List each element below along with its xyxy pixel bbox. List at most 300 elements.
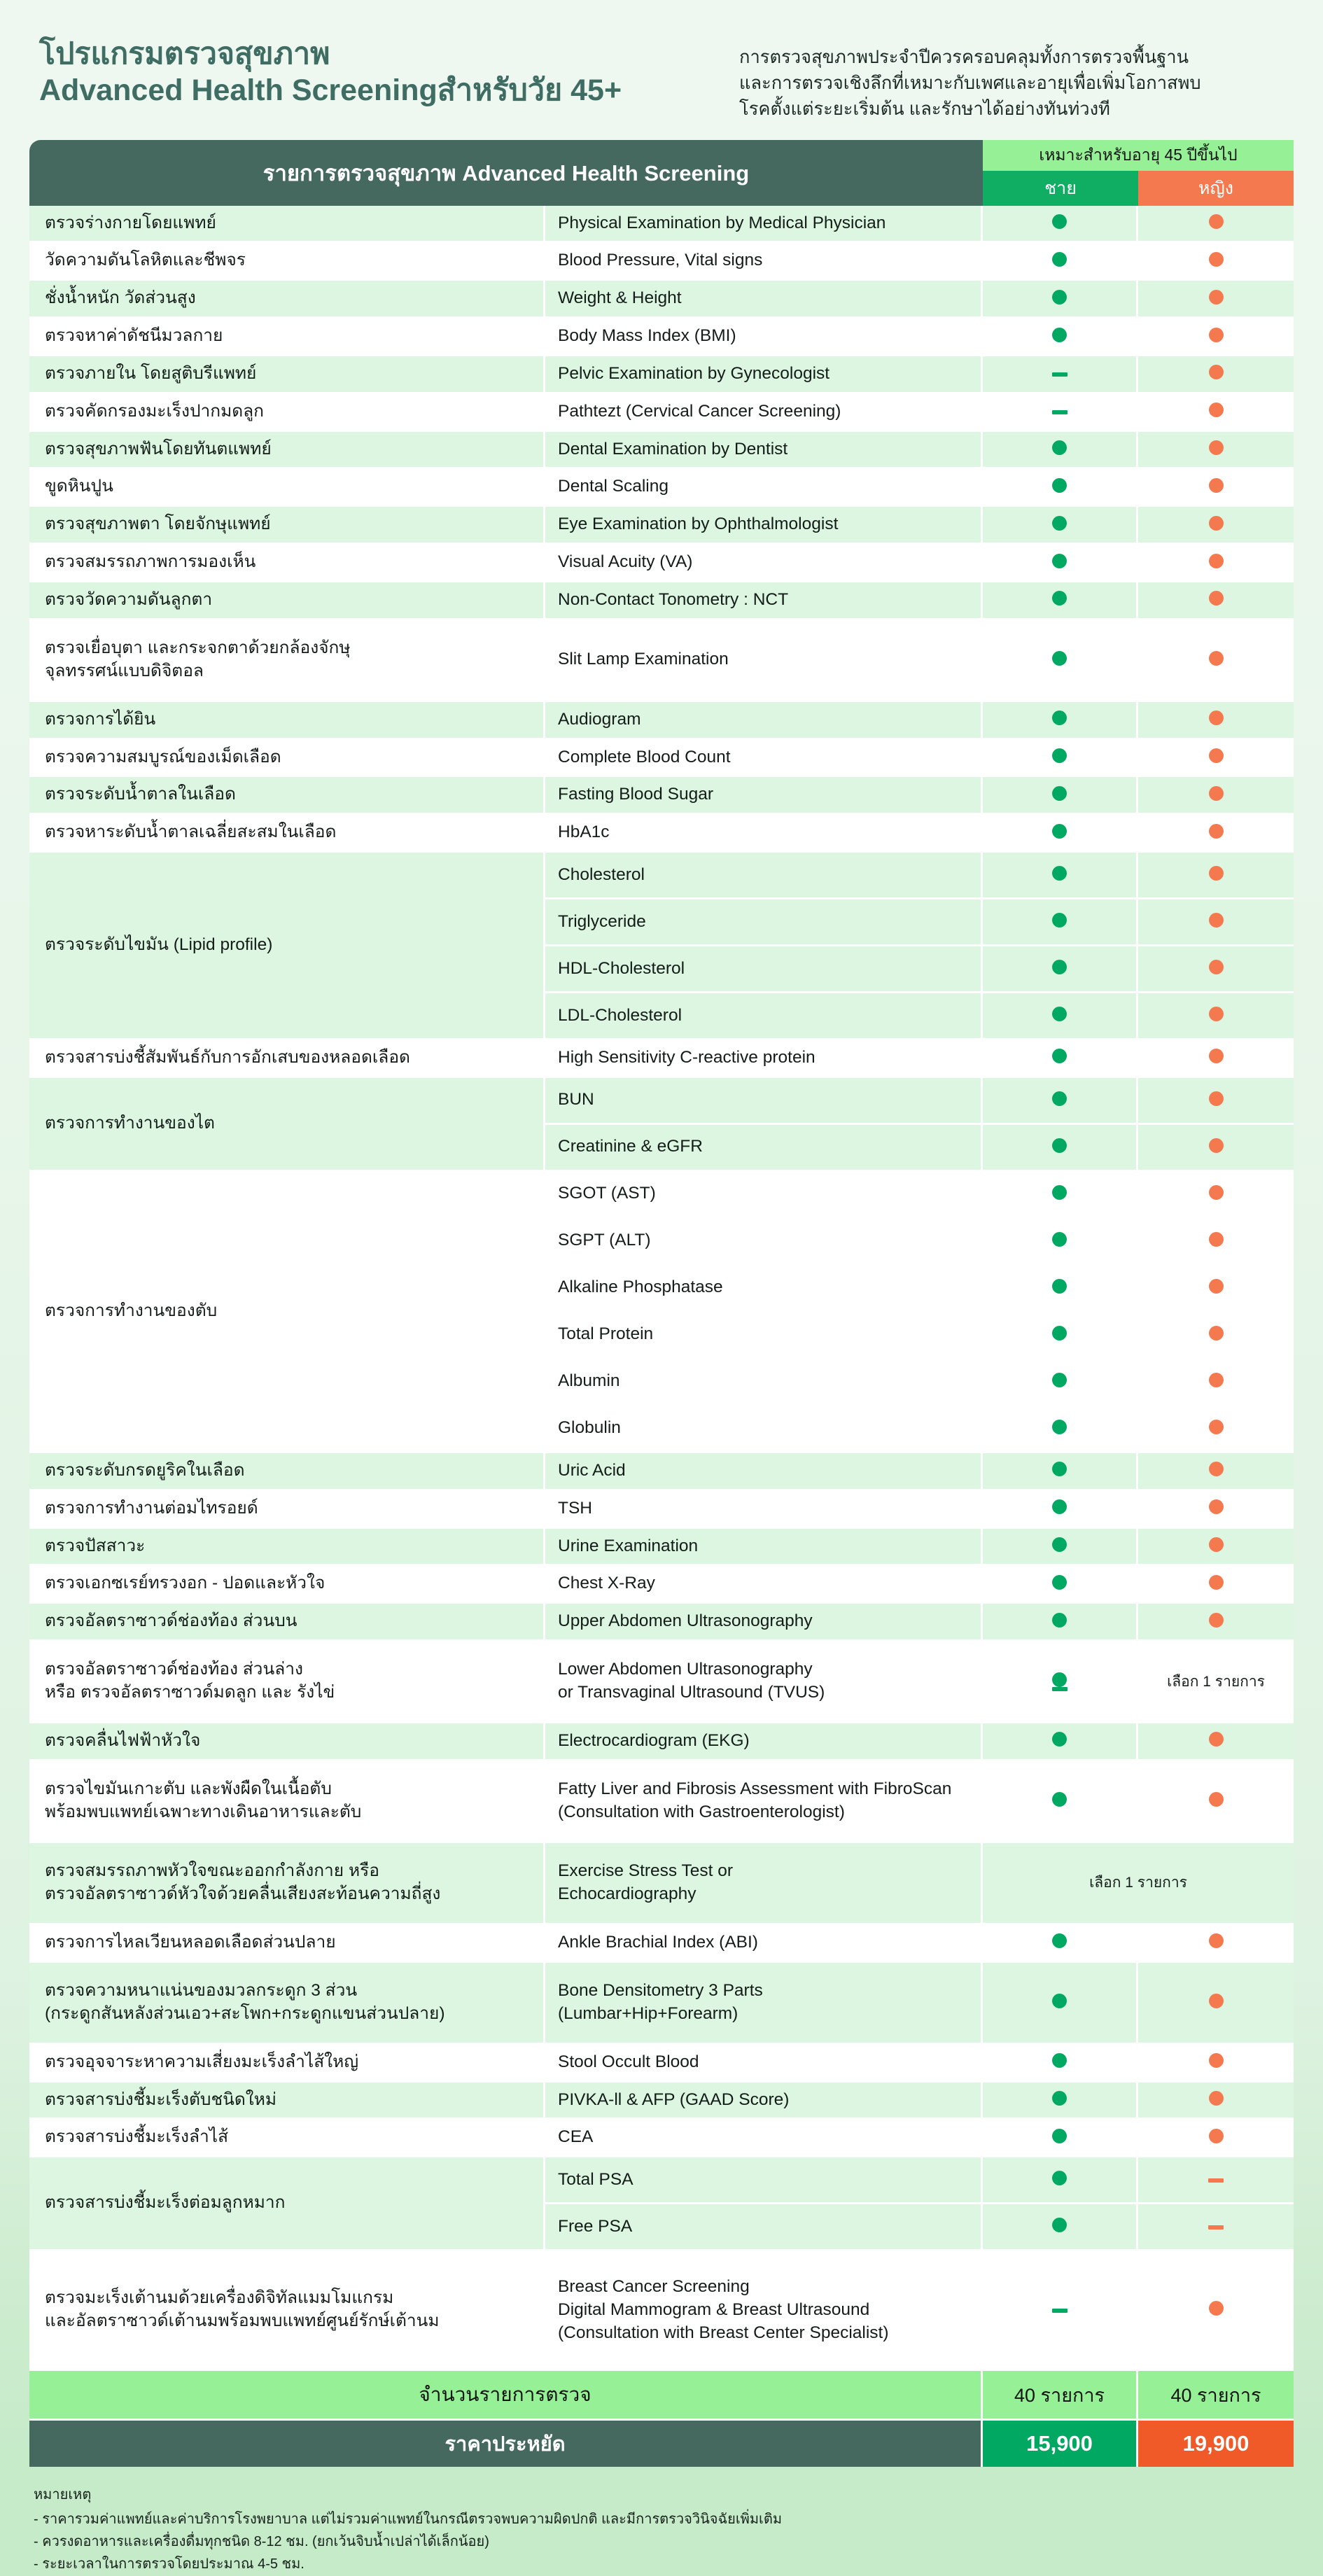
test-name-english: Stool Occult Blood — [545, 2045, 983, 2082]
test-name-thai: ตรวจสารบ่งชี้สัมพันธ์กับการอักเสบของหลอดเลือด — [29, 1040, 545, 1078]
table-row — [29, 1843, 1294, 1925]
included-dot-female — [1209, 1091, 1224, 1106]
male-availability-cell — [983, 702, 1138, 740]
female-availability-cell — [1138, 702, 1294, 740]
test-name-english: Chest X-Ray — [545, 1566, 983, 1604]
test-name-english: Non-Contact Tonometry : NCT — [545, 582, 983, 620]
test-name-english: Pathtezt (Cervical Cancer Screening) — [545, 394, 983, 432]
mark-cell-content — [1139, 2174, 1293, 2186]
included-dot-male — [1052, 1933, 1067, 1948]
table-row — [29, 1566, 1294, 1604]
female-availability-cell — [1138, 582, 1294, 620]
male-availability-cell — [983, 2082, 1138, 2120]
female-availability-cell — [1138, 394, 1294, 432]
test-name-english: Physical Examination by Medical Physician — [545, 206, 983, 244]
poster-header — [0, 0, 1323, 130]
test-name-english: Total PSA — [545, 2157, 983, 2204]
table-row — [29, 582, 1294, 620]
mark-cell-content — [983, 1933, 1135, 1952]
male-availability-cell — [983, 1125, 1138, 1172]
included-dot-female — [1209, 1326, 1224, 1340]
mark-cell-content — [983, 866, 1135, 884]
included-dot-female — [1209, 402, 1224, 417]
test-name-thai: ตรวจสารบ่งชี้มะเร็งลำไส้ — [29, 2120, 545, 2157]
test-name-english: Dental Scaling — [545, 469, 983, 507]
test-name-english: Slit Lamp Examination — [545, 620, 983, 702]
table-row — [29, 2120, 1294, 2157]
mark-cell-content — [983, 1326, 1135, 1344]
included-dot-female — [1209, 710, 1224, 725]
female-availability-cell — [1138, 946, 1294, 993]
test-name-thai: ตรวจการได้ยิน — [29, 702, 545, 740]
mark-cell-content — [1139, 1499, 1293, 1518]
page-title-line2: Advanced Health Screeningสำหรับวัย 45+ — [39, 73, 622, 107]
mark-cell-content — [1139, 2301, 1293, 2319]
included-dot-male — [1052, 1373, 1067, 1387]
test-name-thai: ตรวจสารบ่งชี้มะเร็งตับชนิดใหม่ — [29, 2082, 545, 2120]
test-name-english: Alkaline Phosphatase — [545, 1266, 983, 1312]
mark-cell-content — [1139, 1792, 1293, 1810]
table-row — [29, 318, 1294, 356]
table-row — [29, 1761, 1294, 1843]
female-availability-cell — [1138, 815, 1294, 853]
female-availability-cell — [1138, 1078, 1294, 1125]
table-row — [29, 815, 1294, 853]
mark-cell-content — [1139, 328, 1293, 346]
test-name-english: SGPT (ALT) — [545, 1219, 983, 1266]
female-availability-cell — [1138, 1642, 1294, 1723]
male-availability-cell — [983, 740, 1138, 778]
totals-female: 40 รายการ — [1138, 2371, 1294, 2421]
mark-cell-content — [983, 290, 1135, 308]
mark-cell-content — [1139, 365, 1293, 383]
female-availability-cell — [1138, 243, 1294, 281]
female-availability-cell — [1138, 620, 1294, 702]
included-dot-female — [1209, 1373, 1224, 1387]
mark-cell-content — [983, 2304, 1135, 2316]
mark-cell-content — [1139, 960, 1293, 978]
mark-cell-content — [983, 478, 1135, 496]
mark-cell-content — [1139, 516, 1293, 534]
test-name-english: Globulin — [545, 1406, 983, 1453]
table-row — [29, 702, 1294, 740]
mark-cell-content — [983, 913, 1135, 931]
test-name-thai: ตรวจการไหลเวียนหลอดเลือดส่วนปลาย — [29, 1925, 545, 1963]
test-name-thai: ตรวจความสมบูรณ์ของเม็ดเลือด — [29, 740, 545, 778]
male-availability-cell — [983, 432, 1138, 470]
included-dot-male — [1052, 2053, 1067, 2068]
mark-cell-content — [1139, 1049, 1293, 1067]
mark-cell-content — [983, 710, 1135, 729]
mark-cell-content — [1139, 913, 1293, 931]
male-availability-cell — [983, 1266, 1138, 1312]
included-dot-male — [1052, 824, 1067, 839]
mark-cell-content — [983, 1871, 1293, 1894]
mark-cell-content — [983, 1373, 1135, 1391]
test-name-thai: ตรวจคัดกรองมะเร็งปากมดลูก — [29, 394, 545, 432]
table-row — [29, 1529, 1294, 1567]
test-name-thai: ตรวจอัลตราซาวด์ช่องท้อง ส่วนบน — [29, 1604, 545, 1642]
female-availability-cell — [1138, 1604, 1294, 1642]
table-row — [29, 853, 1294, 899]
test-name-english: Visual Acuity (VA) — [545, 545, 983, 582]
mark-cell-content — [983, 252, 1135, 270]
included-dot-female — [1209, 1185, 1224, 1200]
mark-cell-content — [1139, 1613, 1293, 1631]
table-row — [29, 1925, 1294, 1963]
included-dot-male — [1052, 1537, 1067, 1552]
included-dot-male — [1052, 1462, 1067, 1476]
table-header-age-group: เหมาะสำหรับอายุ 45 ปีขึ้นไป — [983, 140, 1294, 171]
included-dot-male — [1052, 1232, 1067, 1247]
notes-title: หมายเหตุ — [34, 2487, 92, 2503]
included-dot-male — [1052, 591, 1067, 606]
test-name-english: Total Protein — [545, 1312, 983, 1359]
male-availability-cell — [983, 620, 1138, 702]
test-name-english: HbA1c — [545, 815, 983, 853]
table-row — [29, 1078, 1294, 1125]
table-row — [29, 1963, 1294, 2045]
included-dot-male — [1052, 1326, 1067, 1340]
included-dot-female — [1209, 440, 1224, 455]
test-name-thai: ขูดหินปูน — [29, 469, 545, 507]
included-dot-female — [1209, 1462, 1224, 1476]
included-dot-female — [1209, 1792, 1224, 1807]
male-availability-cell — [983, 1172, 1138, 1219]
male-availability-cell — [983, 318, 1138, 356]
mark-cell-content — [1139, 710, 1293, 729]
included-dot-female — [1209, 960, 1224, 974]
included-dot-male — [1052, 440, 1067, 455]
mark-cell-content — [1139, 2091, 1293, 2109]
included-dot-female — [1209, 328, 1224, 342]
male-availability-cell — [983, 1453, 1138, 1491]
test-name-thai: ตรวจหาค่าดัชนีมวลกาย — [29, 318, 545, 356]
mark-cell-content — [983, 368, 1135, 380]
male-availability-cell — [983, 356, 1138, 394]
test-name-english: Weight & Height — [545, 281, 983, 318]
mark-cell-content — [1139, 214, 1293, 232]
mark-cell-content — [983, 2129, 1135, 2147]
included-dot-female — [1209, 252, 1224, 267]
male-availability-cell — [983, 206, 1138, 244]
female-availability-cell — [1138, 432, 1294, 470]
mark-cell-content — [983, 824, 1135, 842]
included-dot-male — [1052, 1007, 1067, 1021]
included-dot-male — [1052, 2091, 1067, 2106]
mark-cell-content — [983, 1420, 1135, 1438]
included-dot-female — [1209, 1279, 1224, 1294]
female-availability-cell — [1138, 853, 1294, 899]
mark-cell-content — [983, 2053, 1135, 2071]
included-dot-male — [1052, 1185, 1067, 1200]
included-dot-male — [1052, 1792, 1067, 1807]
male-availability-cell — [983, 2045, 1138, 2082]
included-dot-male — [1052, 1732, 1067, 1746]
included-dot-male — [1052, 1049, 1067, 1063]
female-availability-cell — [1138, 545, 1294, 582]
mark-cell-content — [1139, 1091, 1293, 1110]
test-name-english: Free PSA — [545, 2204, 983, 2251]
included-dot-male — [1052, 1575, 1067, 1590]
female-availability-cell — [1138, 1312, 1294, 1359]
included-dot-female — [1209, 1007, 1224, 1021]
included-dot-male — [1052, 651, 1067, 666]
female-availability-cell — [1138, 2045, 1294, 2082]
price-female: 19,900 — [1138, 2421, 1294, 2467]
mark-cell-content — [983, 651, 1135, 669]
test-name-english: LDL-Cholesterol — [545, 993, 983, 1040]
test-name-english: Dental Examination by Dentist — [545, 432, 983, 470]
test-name-english: Blood Pressure, Vital signs — [545, 243, 983, 281]
screening-table-wrapper — [29, 140, 1294, 2468]
mark-cell-content — [1139, 440, 1293, 458]
included-dot-male — [1052, 1279, 1067, 1294]
mark-cell-content — [983, 2171, 1135, 2189]
test-name-thai: ตรวจการทำงานต่อมไทรอยด์ — [29, 1491, 545, 1529]
test-name-english: Bone Densitometry 3 Parts (Lumbar+Hip+Forearm) — [545, 1963, 983, 2045]
test-name-english: Albumin — [545, 1359, 983, 1406]
table-head — [29, 140, 1294, 206]
table-row — [29, 432, 1294, 470]
choose-one-cell — [983, 1843, 1294, 1925]
table-header-female: หญิง — [1138, 171, 1294, 206]
table-body — [29, 206, 1294, 2372]
mark-cell-content — [1139, 651, 1293, 669]
mark-cell-content — [983, 1007, 1135, 1025]
test-name-english: Creatinine & eGFR — [545, 1125, 983, 1172]
mark-cell-content — [1139, 748, 1293, 766]
included-dot-female — [1209, 786, 1224, 801]
mark-cell-content — [1139, 1933, 1293, 1952]
included-dot-male — [1052, 913, 1067, 927]
not-included-dash-male — [1052, 372, 1068, 377]
description-line-2: และการตรวจเชิงลึกที่เหมาะกับเพศและอายุเพื่อเพิ่มโอกาสพบ — [739, 74, 1201, 94]
female-availability-cell — [1138, 1566, 1294, 1604]
female-availability-cell — [1138, 1529, 1294, 1567]
test-name-english: Cholesterol — [545, 853, 983, 899]
mark-cell-content — [983, 516, 1135, 534]
included-dot-female — [1209, 1933, 1224, 1948]
mark-cell-content — [1139, 1232, 1293, 1250]
test-name-english: HDL-Cholesterol — [545, 946, 983, 993]
mark-cell-content — [983, 1662, 1135, 1701]
female-availability-cell — [1138, 281, 1294, 318]
mark-cell-content — [1139, 554, 1293, 572]
female-availability-cell — [1138, 1219, 1294, 1266]
male-availability-cell — [983, 899, 1138, 946]
included-dot-male — [1052, 1994, 1067, 2008]
male-availability-cell — [983, 2204, 1138, 2251]
test-name-thai: ตรวจสุขภาพตา โดยจักษุแพทย์ — [29, 507, 545, 545]
female-availability-cell — [1138, 740, 1294, 778]
male-availability-cell — [983, 2157, 1138, 2204]
test-name-thai: ตรวจหาระดับน้ำตาลเฉลี่ยสะสมในเลือด — [29, 815, 545, 853]
mark-cell-content — [1139, 1138, 1293, 1156]
included-dot-female — [1209, 1732, 1224, 1746]
male-availability-cell — [983, 1566, 1138, 1604]
female-availability-cell — [1138, 2157, 1294, 2204]
female-availability-cell — [1138, 2120, 1294, 2157]
table-row — [29, 281, 1294, 318]
test-name-english: Body Mass Index (BMI) — [545, 318, 983, 356]
test-name-thai: ตรวจเยื่อบุตา และกระจกตาด้วยกล้องจักษุ จุลทรรศน์แบบดิจิตอล — [29, 620, 545, 702]
test-name-thai: ตรวจอัลตราซาวด์ช่องท้อง ส่วนล่าง หรือ ตรวจอัลตราซาวด์มดลูก และ รังไข่ — [29, 1642, 545, 1723]
included-dot-female — [1209, 516, 1224, 531]
male-availability-cell — [983, 469, 1138, 507]
table-row — [29, 507, 1294, 545]
mark-cell-content — [983, 1732, 1135, 1750]
mark-cell-content — [1139, 866, 1293, 884]
not-included-dash-female — [1208, 2178, 1224, 2183]
male-availability-cell — [983, 545, 1138, 582]
included-dot-female — [1209, 591, 1224, 606]
mark-cell-content — [983, 554, 1135, 572]
test-name-thai: ตรวจระดับไขมัน (Lipid profile) — [29, 853, 545, 1040]
female-availability-cell — [1138, 1359, 1294, 1406]
table-row — [29, 545, 1294, 582]
test-name-thai: ตรวจความหนาแน่นของมวลกระดูก 3 ส่วน (กระดูกสันหลังส่วนเอว+สะโพก+กระดูกแขนส่วนปลาย) — [29, 1963, 545, 2045]
included-dot-female — [1209, 1049, 1224, 1063]
mark-cell-content — [1139, 2053, 1293, 2071]
female-availability-cell — [1138, 1266, 1294, 1312]
included-dot-male — [1052, 1091, 1067, 1106]
mark-cell-content — [983, 1575, 1135, 1593]
test-name-english: Fasting Blood Sugar — [545, 777, 983, 815]
mark-cell-content — [983, 440, 1135, 458]
female-availability-cell — [1138, 2082, 1294, 2120]
test-name-thai: ตรวจสารบ่งชี้มะเร็งต่อมลูกหมาก — [29, 2157, 545, 2251]
test-name-thai: ตรวจระดับน้ำตาลในเลือด — [29, 777, 545, 815]
mark-cell-content — [1139, 402, 1293, 421]
mark-cell-content — [1139, 1732, 1293, 1750]
header-title-block — [39, 36, 739, 108]
table-row — [29, 620, 1294, 702]
table-row — [29, 740, 1294, 778]
table-row — [29, 777, 1294, 815]
test-name-thai: ตรวจไขมันเกาะตับ และพังผืดในเนื้อตับ พร้อมพบแพทย์เฉพาะทางเดินอาหารและตับ — [29, 1761, 545, 1843]
male-availability-cell — [983, 993, 1138, 1040]
male-availability-cell — [983, 2120, 1138, 2157]
notes-line-2: - ควรงดอาหารและเครื่องดื่มทุกชนิด 8-12 ชม. (ยกเว้นจิบน้ำเปล่าได้เล็กน้อย) — [34, 2533, 489, 2549]
mark-cell-content — [1139, 1670, 1293, 1693]
included-dot-female — [1209, 2301, 1224, 2316]
test-name-english: BUN — [545, 1078, 983, 1125]
table-row — [29, 2082, 1294, 2120]
male-availability-cell — [983, 1406, 1138, 1453]
included-dot-female — [1209, 1499, 1224, 1514]
included-dot-male — [1052, 1672, 1067, 1687]
test-name-thai: ตรวจวัดความดันลูกตา — [29, 582, 545, 620]
male-availability-cell — [983, 1219, 1138, 1266]
mark-cell-content — [983, 1613, 1135, 1631]
table-row — [29, 356, 1294, 394]
included-dot-male — [1052, 214, 1067, 229]
mark-cell-content — [1139, 252, 1293, 270]
table-foot — [29, 2371, 1294, 2467]
female-availability-cell — [1138, 356, 1294, 394]
not-included-dash-male — [1052, 410, 1068, 414]
male-availability-cell — [983, 2251, 1138, 2371]
test-name-thai: ตรวจสมรรถภาพหัวใจขณะออกกำลังกาย หรือ ตรวจอัลตราซาวด์หัวใจด้วยคลื่นเสียงสะท้อนความถี่สูง — [29, 1843, 545, 1925]
not-included-dash-male — [1052, 2309, 1068, 2313]
mark-cell-content — [1139, 1420, 1293, 1438]
mark-cell-content — [983, 1138, 1135, 1156]
mark-cell-content — [1139, 786, 1293, 804]
table-header-title: รายการตรวจสุขภาพ Advanced Health Screening — [29, 140, 983, 206]
male-availability-cell — [983, 1963, 1138, 2045]
male-availability-cell — [983, 243, 1138, 281]
mark-cell-content — [983, 748, 1135, 766]
mark-cell-content — [1139, 2220, 1293, 2233]
included-dot-female — [1209, 2129, 1224, 2143]
included-dot-male — [1052, 2129, 1067, 2143]
table-row — [29, 1172, 1294, 1219]
mark-cell-content — [983, 405, 1135, 418]
test-name-thai: ตรวจปัสสาวะ — [29, 1529, 545, 1567]
male-availability-cell — [983, 777, 1138, 815]
male-availability-cell — [983, 1925, 1138, 1963]
mark-cell-content — [1139, 1462, 1293, 1480]
mark-cell-content — [1139, 1326, 1293, 1344]
included-dot-female — [1209, 866, 1224, 881]
mark-cell-content — [1139, 1007, 1293, 1025]
female-availability-cell — [1138, 1172, 1294, 1219]
included-dot-male — [1052, 1499, 1067, 1514]
mark-cell-content — [983, 960, 1135, 978]
table-row — [29, 469, 1294, 507]
table-row — [29, 243, 1294, 281]
table-row — [29, 2045, 1294, 2082]
description-line-1: การตรวจสุขภาพประจำปีควรครอบคลุมทั้งการตรวจพื้นฐาน — [739, 48, 1189, 67]
test-name-thai: ตรวจมะเร็งเต้านมด้วยเครื่องดิจิทัลแมมโมแกรม และอัลตราซาวด์เต้านมพร้อมพบแพทย์ศูนย์รักษ์เต้านม — [29, 2251, 545, 2371]
mark-cell-content — [983, 1049, 1135, 1067]
female-availability-cell — [1138, 899, 1294, 946]
test-name-thai: ตรวจภายใน โดยสูติบรีแพทย์ — [29, 356, 545, 394]
description-line-3: โรคตั้งแต่ระยะเริ่มต้น และรักษาได้อย่างทันท่วงที — [739, 99, 1110, 120]
male-availability-cell — [983, 1604, 1138, 1642]
female-availability-cell — [1138, 1723, 1294, 1761]
test-name-english: SGOT (AST) — [545, 1172, 983, 1219]
mark-cell-content — [1139, 591, 1293, 609]
mark-cell-content — [983, 1279, 1135, 1297]
test-name-english: TSH — [545, 1491, 983, 1529]
included-dot-male — [1052, 516, 1067, 531]
included-dot-male — [1052, 960, 1067, 974]
female-availability-cell — [1138, 1963, 1294, 2045]
test-name-english: Uric Acid — [545, 1453, 983, 1491]
test-name-thai: ตรวจระดับกรดยูริคในเลือด — [29, 1453, 545, 1491]
included-dot-male — [1052, 1613, 1067, 1628]
table-row — [29, 2251, 1294, 2371]
mark-cell-content — [1139, 1537, 1293, 1555]
male-availability-cell — [983, 1040, 1138, 1078]
test-name-thai: ตรวจเอกซเรย์ทรวงอก - ปอดและหัวใจ — [29, 1566, 545, 1604]
included-dot-female — [1209, 1994, 1224, 2008]
included-dot-female — [1209, 554, 1224, 568]
mark-cell-content — [1139, 478, 1293, 496]
included-dot-female — [1209, 1575, 1224, 1590]
female-availability-cell — [1138, 206, 1294, 244]
included-dot-female — [1209, 2053, 1224, 2068]
table-row — [29, 1453, 1294, 1491]
female-availability-cell — [1138, 2204, 1294, 2251]
mark-cell-content — [983, 1232, 1135, 1250]
test-name-english: Audiogram — [545, 702, 983, 740]
test-name-thai: ตรวจสมรรถภาพการมองเห็น — [29, 545, 545, 582]
female-availability-cell — [1138, 777, 1294, 815]
male-availability-cell — [983, 1761, 1138, 1843]
